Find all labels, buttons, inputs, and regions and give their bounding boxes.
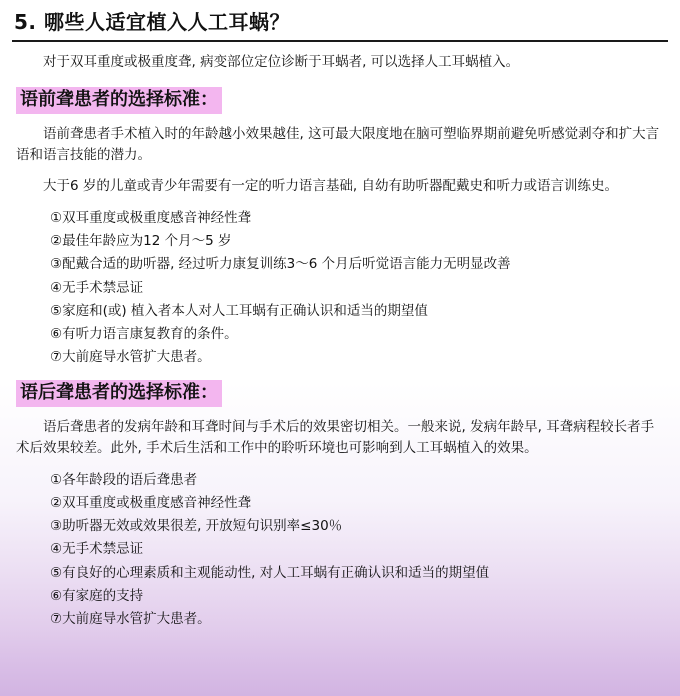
list-item: ①双耳重度或极重度感音神经性聋: [50, 209, 252, 226]
list-item: ⑤有良好的心理素质和主观能动性, 对人工耳蜗有正确认识和适当的期望值: [50, 564, 490, 581]
list-item: ⑤家庭和(或) 植入者本人对人工耳蜗有正确认识和适当的期望值: [50, 302, 428, 319]
title-divider: [12, 40, 668, 42]
page-title: 5. 哪些人适宜植入人工耳蜗？: [14, 10, 290, 34]
section-paragraph: 大于6 岁的儿童或青少年需要有一定的听力语言基础, 自幼有助听器配戴史和听力或语言训练史。: [43, 178, 618, 195]
section-heading-wrap: [16, 83, 664, 122]
list-item: ④无手术禁忌证: [50, 541, 144, 558]
list-item: ④无手术禁忌证: [50, 279, 144, 296]
document-body: [0, 52, 680, 631]
intro-paragraph: 对于双耳重度或极重度聋, 病变部位定位诊断于耳蜗者, 可以选择人工耳蜗植入。: [43, 54, 520, 70]
criteria-list: [16, 469, 664, 632]
list-item: ②最佳年龄应为12 个月～5 岁: [50, 233, 232, 250]
list-item: ③助听器无效或效果很差, 开放短句识别率≤30％: [50, 518, 343, 535]
section-pre-lingual: [16, 83, 664, 370]
list-item: ⑥有听力语言康复教育的条件。: [50, 326, 238, 343]
section-heading-wrap: [16, 376, 664, 415]
list-item: ⑦大前庭导水管扩大患者。: [50, 610, 211, 627]
list-item: ②双耳重度或极重度感音神经性聋: [50, 494, 252, 511]
criteria-list: [16, 207, 664, 370]
page-title-row: [0, 0, 680, 36]
section-heading: 语前聋患者的选择标准：: [16, 87, 222, 114]
section-heading: 语后聋患者的选择标准：: [16, 380, 222, 407]
list-item: ③配戴合适的助听器, 经过听力康复训练3～6 个月后听觉语言能力无明显改善: [50, 256, 511, 273]
list-item: ⑦大前庭导水管扩大患者。: [50, 349, 211, 366]
section-paragraph: 语后聋患者的发病年龄和耳聋时间与手术后的效果密切相关。一般来说, 发病年龄早, 耳聋病程较长者手术后效果较差。此外, 手术后生活和工作中的聆听环境也可影响到人工耳蜗植入的效果。: [16, 418, 655, 456]
list-item: ①各年龄段的语后聋患者: [50, 471, 198, 488]
section-post-lingual: [16, 376, 664, 632]
list-item: ⑥有家庭的支持: [50, 587, 144, 604]
section-paragraph: 语前聋患者手术植入时的年龄越小效果越佳, 这可最大限度地在脑可塑临界期前避免听感觉剥夺和扩大言语和语言技能的潜力。: [16, 126, 660, 164]
